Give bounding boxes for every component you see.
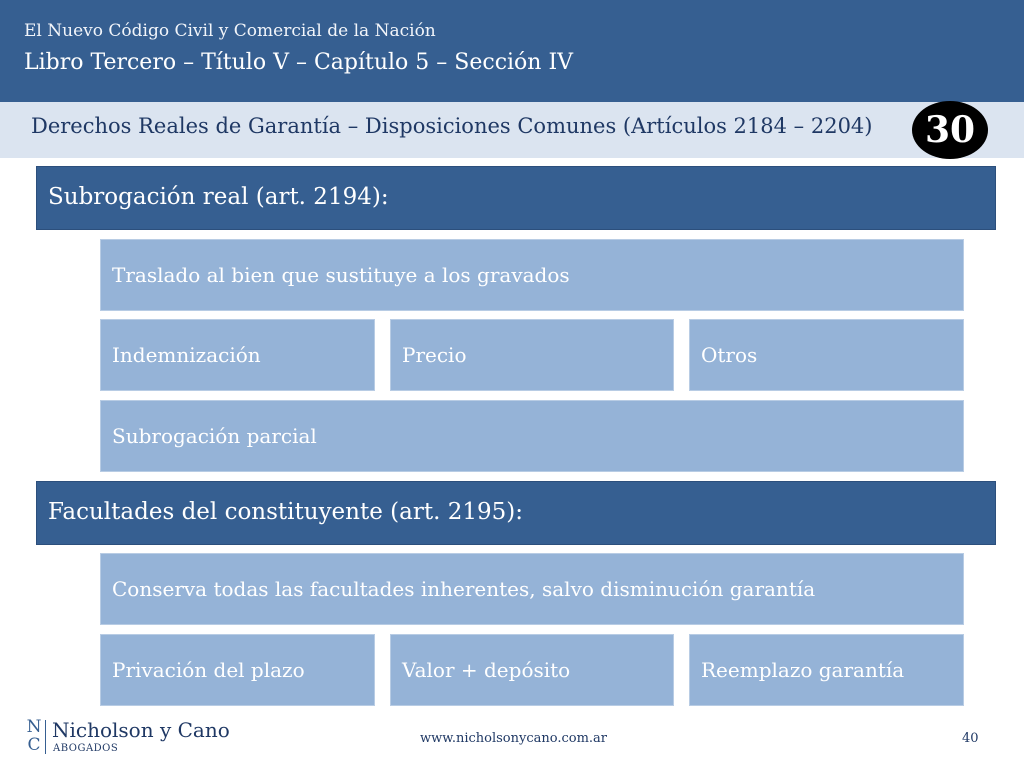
box-privacion-plazo: [100, 634, 375, 706]
logo-letter-c: C: [27, 735, 41, 755]
box-label: Conserva todas las facultades inherentes, salvo disminución garantía: [112, 577, 816, 601]
box-label: Indemnización: [112, 343, 261, 367]
slide-number-badge: 30: [912, 101, 988, 159]
section-title-label: Subrogación real (art. 2194):: [48, 184, 389, 210]
box-conserva-facultades: [100, 553, 964, 625]
section-title-label: Facultades del constituyente (art. 2195):: [48, 499, 523, 525]
box-reemplazo-garantia: [689, 634, 964, 706]
box-label: Traslado al bien que sustituye a los gravados: [112, 263, 570, 287]
header-title: Libro Tercero – Título V – Capítulo 5 – Sección IV: [24, 50, 574, 75]
box-indemnizacion: [100, 319, 375, 391]
box-precio: [390, 319, 674, 391]
logo-firm-name: Nicholson y Cano: [52, 718, 230, 742]
logo-firm-subtitle: ABOGADOS: [53, 743, 119, 754]
header-subtitle: El Nuevo Código Civil y Comercial de la Nación: [24, 21, 436, 41]
box-label: Precio: [402, 343, 467, 367]
box-label: Otros: [701, 343, 758, 367]
slide-subheader: [0, 102, 1024, 158]
box-label: Privación del plazo: [112, 658, 305, 682]
logo-monogram: [24, 718, 44, 754]
section-facultades-title: [36, 481, 996, 545]
logo-letter-n: N: [26, 717, 42, 737]
box-traslado: [100, 239, 964, 311]
slide-header: [0, 0, 1024, 102]
box-otros: [689, 319, 964, 391]
logo-divider: [45, 720, 46, 754]
box-label: Subrogación parcial: [112, 424, 317, 448]
section-subrogacion-title: [36, 166, 996, 230]
box-label: Reemplazo garantía: [701, 658, 905, 682]
slide-topic-title: Derechos Reales de Garantía – Disposiciones Comunes (Artículos 2184 – 2204): [31, 114, 873, 138]
box-valor-deposito: [390, 634, 674, 706]
page-number: 40: [962, 731, 979, 746]
box-label: Valor + depósito: [402, 658, 571, 682]
box-subrogacion-parcial: [100, 400, 964, 472]
firm-logo: [24, 717, 230, 756]
footer-website-link[interactable]: www.nicholsonycano.com.ar: [420, 731, 608, 746]
